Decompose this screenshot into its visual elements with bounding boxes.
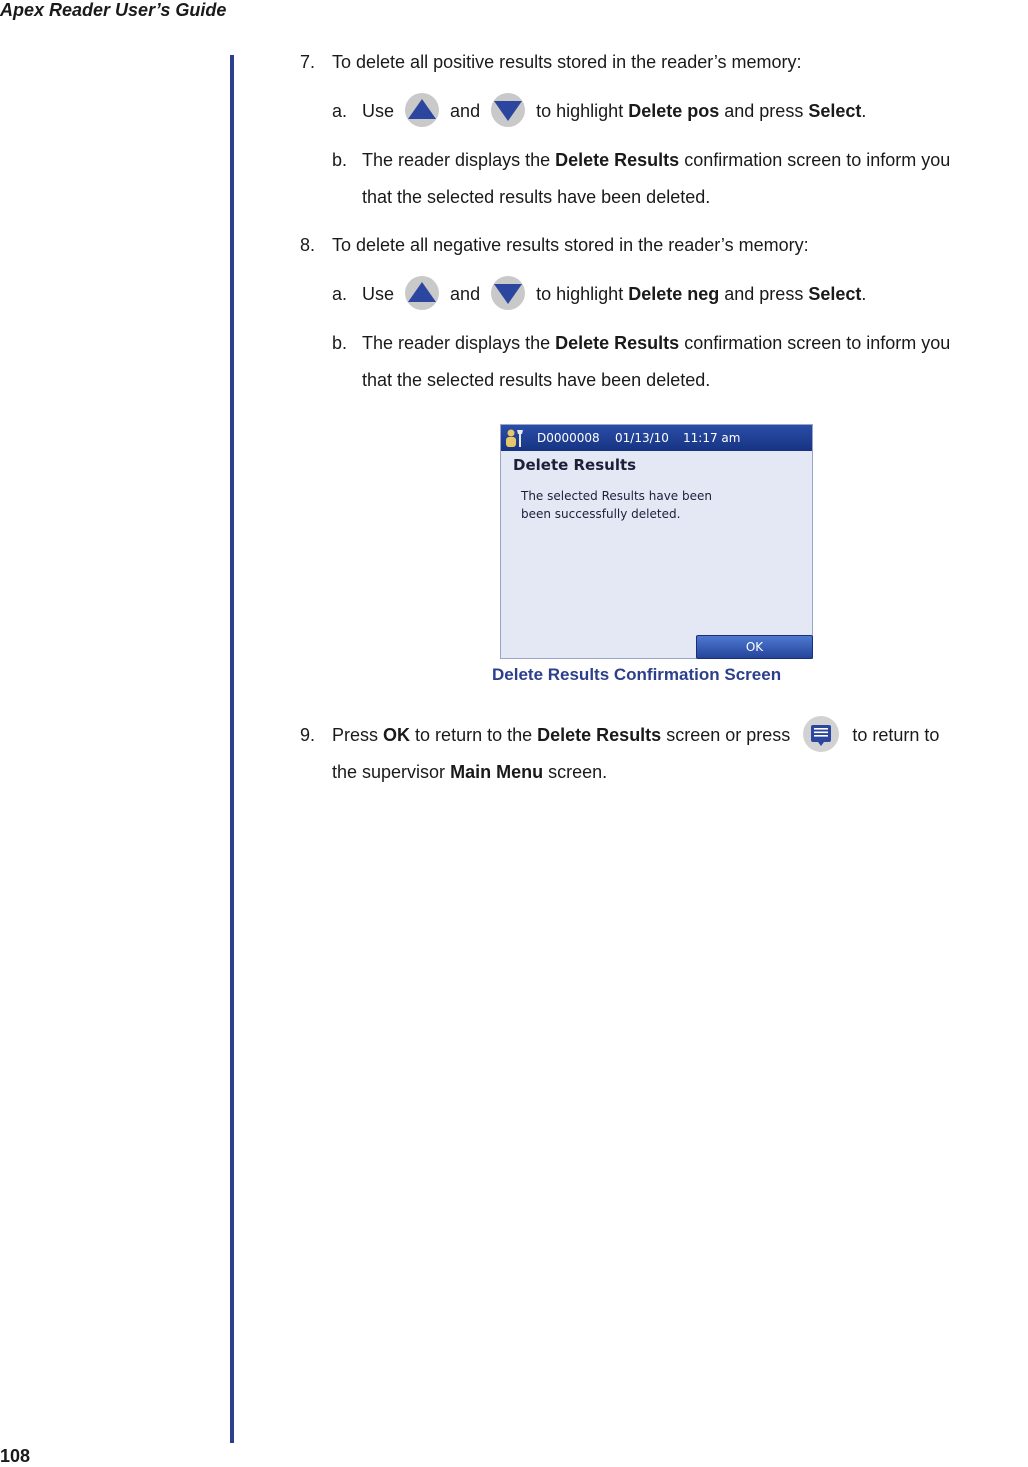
user-tools-icon (504, 428, 526, 451)
page-number: 108 (0, 1446, 31, 1466)
sub-label: b. (332, 333, 348, 353)
down-arrow-icon (491, 93, 525, 127)
step-7a: a. Use and to highlight Delete pos and press Select. (332, 93, 1028, 130)
step-text: To delete all positive results stored in the reader’s memory: (332, 52, 802, 72)
device-screen (500, 424, 813, 659)
up-arrow-icon (405, 276, 439, 310)
sub-label: a. (332, 101, 348, 121)
figure-caption: Delete Results Confirmation Screen (492, 665, 782, 684)
down-arrow-icon (491, 276, 525, 310)
step-9: 9. Press OK to return to the Delete Results screen or press to return to the supervisor Main Menu screen. (300, 717, 1028, 791)
sub-label: b. (332, 150, 348, 170)
ok-button[interactable]: OK (696, 635, 813, 659)
step-number: 7. (300, 52, 316, 72)
device-title: Delete Results (513, 456, 637, 474)
device-status-bar (501, 425, 812, 451)
up-arrow-icon (405, 93, 439, 127)
step-8a: a. Use and to highlight Delete neg and press Select. (332, 276, 1028, 313)
step-8 (300, 227, 1028, 264)
sub-label: a. (332, 284, 348, 304)
step-number: 9. (300, 725, 316, 745)
margin-rule (230, 55, 234, 1443)
device-id: D0000008 (537, 431, 600, 445)
step-number: 8. (300, 235, 316, 255)
device-time: 11:17 am (683, 431, 741, 445)
device-message: The selected Results have been been successfully deleted. (521, 489, 712, 521)
step-7 (300, 44, 1028, 81)
step-8b: b. The reader displays the Delete Results confirmation screen to inform you that the selected results have been deleted. (332, 325, 1028, 399)
step-7b: b. The reader displays the Delete Results confirmation screen to inform you that the selected results have been deleted. (332, 142, 1028, 216)
device-date: 01/13/10 (615, 431, 669, 445)
running-header: Apex Reader User’s Guide (0, 0, 227, 20)
menu-icon (803, 716, 839, 752)
step-text: To delete all negative results stored in the reader’s memory: (332, 235, 809, 255)
